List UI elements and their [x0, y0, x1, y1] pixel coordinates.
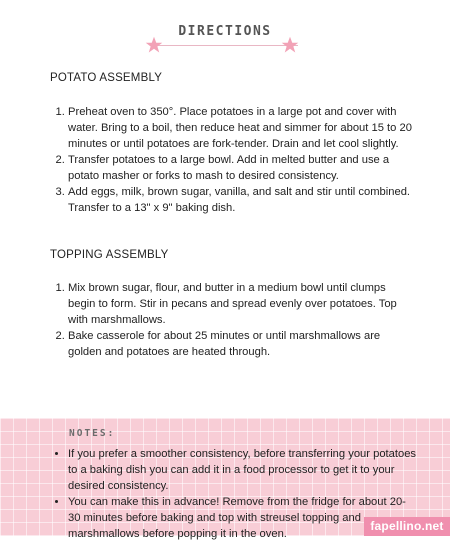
watermark: fapellino.net	[364, 517, 450, 536]
page-title: DIRECTIONS	[178, 24, 272, 39]
list-item: 1. Preheat oven to 350°. Place potatoes in a large pot and cover with water. Bring to a boil, then reduce heat and simmer for about 15 to 20 minutes or until potatoes are fork-tender. Drain and let cool slightly.	[68, 104, 413, 152]
star-icon-left	[145, 36, 163, 54]
list-item: • If you prefer a smoother consistency, before transferring your potatoes to a baking dish you can add it in a food processor to get it to your desired consistency.	[68, 446, 418, 494]
section-title-topping: TOPPING ASSEMBLY	[50, 249, 169, 261]
potato-steps-list	[50, 104, 413, 216]
star-icon-right	[281, 36, 299, 54]
section-title-potato: POTATO ASSEMBLY	[50, 72, 163, 84]
notes-title: NOTES:	[69, 428, 116, 439]
directions-header	[0, 22, 450, 40]
header-divider	[153, 45, 298, 46]
list-item: 2. Bake casserole for about 25 minutes or until marshmallows are golden and potatoes are heated through.	[68, 328, 413, 360]
list-item: 1. Mix brown sugar, flour, and butter in a medium bowl until clumps begin to form. Stir in pecans and spread evenly over potatoes. Top with marshmallows.	[68, 280, 413, 328]
list-item: 2. Transfer potatoes to a large bowl. Add in melted butter and use a potato masher or forks to mash to desired consistency.	[68, 152, 413, 184]
topping-steps-list	[50, 280, 413, 360]
list-item: • You can make this in advance! Remove from the fridge for about 20-30 minutes before baking and top with streusel topping and marshmallows before popping it in the oven.	[68, 494, 418, 542]
list-item: 3. Add eggs, milk, brown sugar, vanilla, and salt and stir until combined. Transfer to a 13" x 9" baking dish.	[68, 184, 413, 216]
